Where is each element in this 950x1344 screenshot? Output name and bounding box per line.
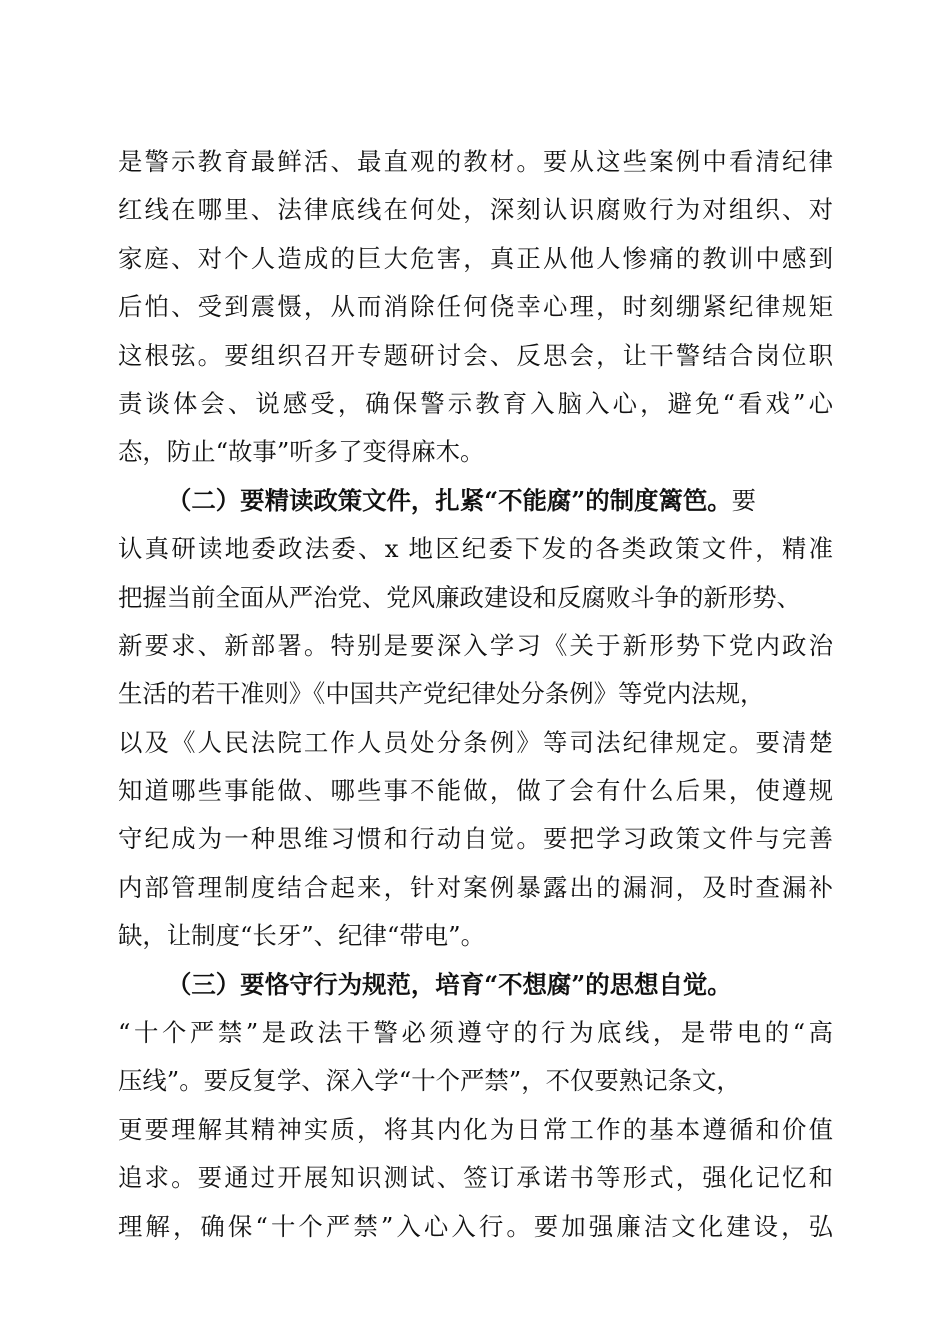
text-line: 是警示教育最鲜活、最直观的教材。要从这些案例中看清纪律 (118, 147, 833, 176)
text-line: 理解，确保“十个严禁”入心入行。要加强廉洁文化建设，弘 (118, 1211, 833, 1241)
text-line: 守纪成为一种思维习惯和行动自觉。要把学习政策文件与完善 (118, 824, 833, 854)
text-line: 责谈体会、说感受，确保警示教育入脑入心，避免“看戏”心 (118, 388, 833, 418)
text-line: 更要理解其精神实质，将其内化为日常工作的基本遵循和价值 (118, 1114, 833, 1144)
text-line (118, 961, 833, 1009)
text-line: 缺，让制度“长牙”、纪律“带电”。 (118, 921, 485, 951)
text-line: 这根弦。要组织召开专题研讨会、反思会，让干警结合岗位职 (118, 340, 833, 370)
paragraph-1 (118, 138, 833, 477)
text-line: 把握当前全面从严治党、党风廉政建设和反腐败斗争的新形势、 (118, 582, 801, 612)
text-line: 追求。要通过开展知识测试、签订承诺书等形式，强化记忆和 (118, 1163, 833, 1193)
section-heading-2: （二）要精读政策文件，扎紧“不能腐”的制度篱笆。 (167, 485, 732, 515)
body-text (118, 138, 833, 1251)
paragraph-3 (118, 961, 833, 1251)
text-line: 红线在哪里、法律底线在何处，深刻认识腐败行为对组织、对 (118, 195, 833, 225)
text-line (118, 477, 833, 525)
text-line: 新要求、新部署。特别是要深入学习《关于新形势下党内政治 (118, 630, 833, 660)
heading-line-tail: 要 (731, 485, 757, 515)
text-line: “十个严禁”是政法干警必须遵守的行为底线，是带电的“高 (118, 1018, 833, 1048)
text-line: 知道哪些事能做、哪些事不能做，做了会有什么后果，使遵规 (118, 776, 833, 806)
text-line: 以及《人民法院工作人员处分条例》等司法纪律规定。要清楚 (118, 727, 833, 757)
text-line: 压线”。要反复学、深入学“十个严禁”，不仅要熟记条文， (118, 1066, 741, 1096)
text-line: 后怕、受到震慑，从而消除任何侥幸心理，时刻绷紧纪律规矩 (118, 292, 833, 322)
paragraph-2 (118, 477, 833, 961)
text-line: 态，防止“故事”听多了变得麻木。 (118, 437, 485, 467)
text-line: 内部管理制度结合起来，针对案例暴露出的漏洞，及时查漏补 (118, 872, 833, 902)
text-line: 认真研读地委政法委、x 地区纪委下发的各类政策文件，精准 (118, 534, 833, 564)
section-heading-3: （三）要恪守行为规范，培育“不想腐”的思想自觉。 (167, 969, 732, 999)
text-line: 家庭、对个人造成的巨大危害，真正从他人惨痛的教训中感到 (118, 243, 833, 273)
text-line: 生活的若干准则》《中国共产党纪律处分条例》等党内法规， (118, 679, 765, 709)
